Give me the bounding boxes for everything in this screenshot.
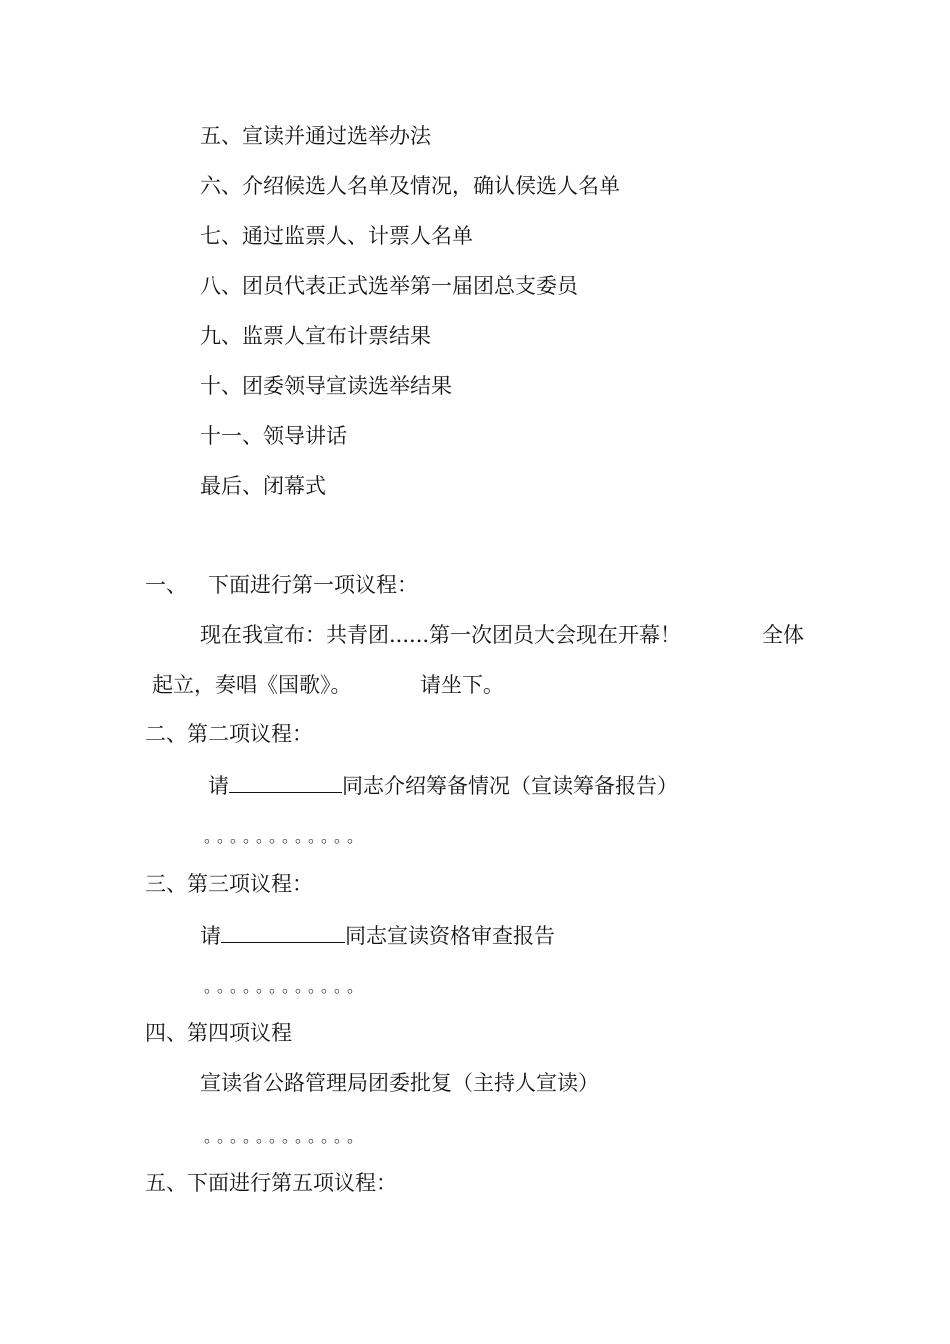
section4-heading: 四、第四项议程 [145, 1021, 292, 1045]
agenda-item-9: 九、监票人宣布计票结果 [200, 324, 431, 348]
agenda-item-6: 六、介绍候选人名单及情况，确认侯选人名单 [200, 174, 620, 198]
section2-heading: 二、第二项议程： [145, 722, 313, 746]
section1-sit-down: 请坐下。 [420, 673, 504, 697]
section2-dots: 。。。。。。。。。。。。 [204, 827, 369, 846]
agenda-item-10: 十、团委领导宣读选举结果 [200, 374, 452, 398]
section3-line [200, 920, 555, 950]
section4-body: 宣读省公路管理局团委批复（主持人宣读） [200, 1071, 599, 1095]
section5-heading: 五、下面进行第五项议程： [145, 1171, 397, 1195]
section3-heading: 三、第三项议程： [145, 872, 313, 896]
agenda-item-8: 八、团员代表正式选举第一届团总支委员 [200, 274, 578, 298]
section3-prefix: 请 [200, 924, 221, 948]
agenda-item-7: 七、通过监票人、计票人名单 [200, 224, 473, 248]
section2-line [208, 770, 678, 800]
section1-announcement: 现在我宣布：共青团......第一次团员大会现在开幕！ [200, 623, 682, 647]
section3-suffix: 同志宣读资格审查报告 [345, 924, 555, 948]
agenda-item-closing: 最后、闭幕式 [200, 474, 326, 498]
section2-prefix: 请 [208, 774, 229, 798]
section1-heading: 下面进行第一项议程： [208, 573, 418, 597]
section3-dots: 。。。。。。。。。。。。 [204, 977, 369, 996]
section1-number: 一、 [145, 573, 187, 597]
section3-name-blank [221, 920, 345, 943]
agenda-item-11: 十一、领导讲话 [200, 424, 347, 448]
section1-anthem: 起立，奏唱《国歌》。 [152, 673, 352, 697]
section2-suffix: 同志介绍筹备情况（宣读筹备报告） [342, 774, 678, 798]
agenda-item-5: 五、宣读并通过选举办法 [200, 124, 431, 148]
section4-dots: 。。。。。。。。。。。。 [204, 1127, 369, 1146]
section1-announcement-tail: 全体 [762, 623, 804, 647]
section2-name-blank [229, 770, 342, 793]
